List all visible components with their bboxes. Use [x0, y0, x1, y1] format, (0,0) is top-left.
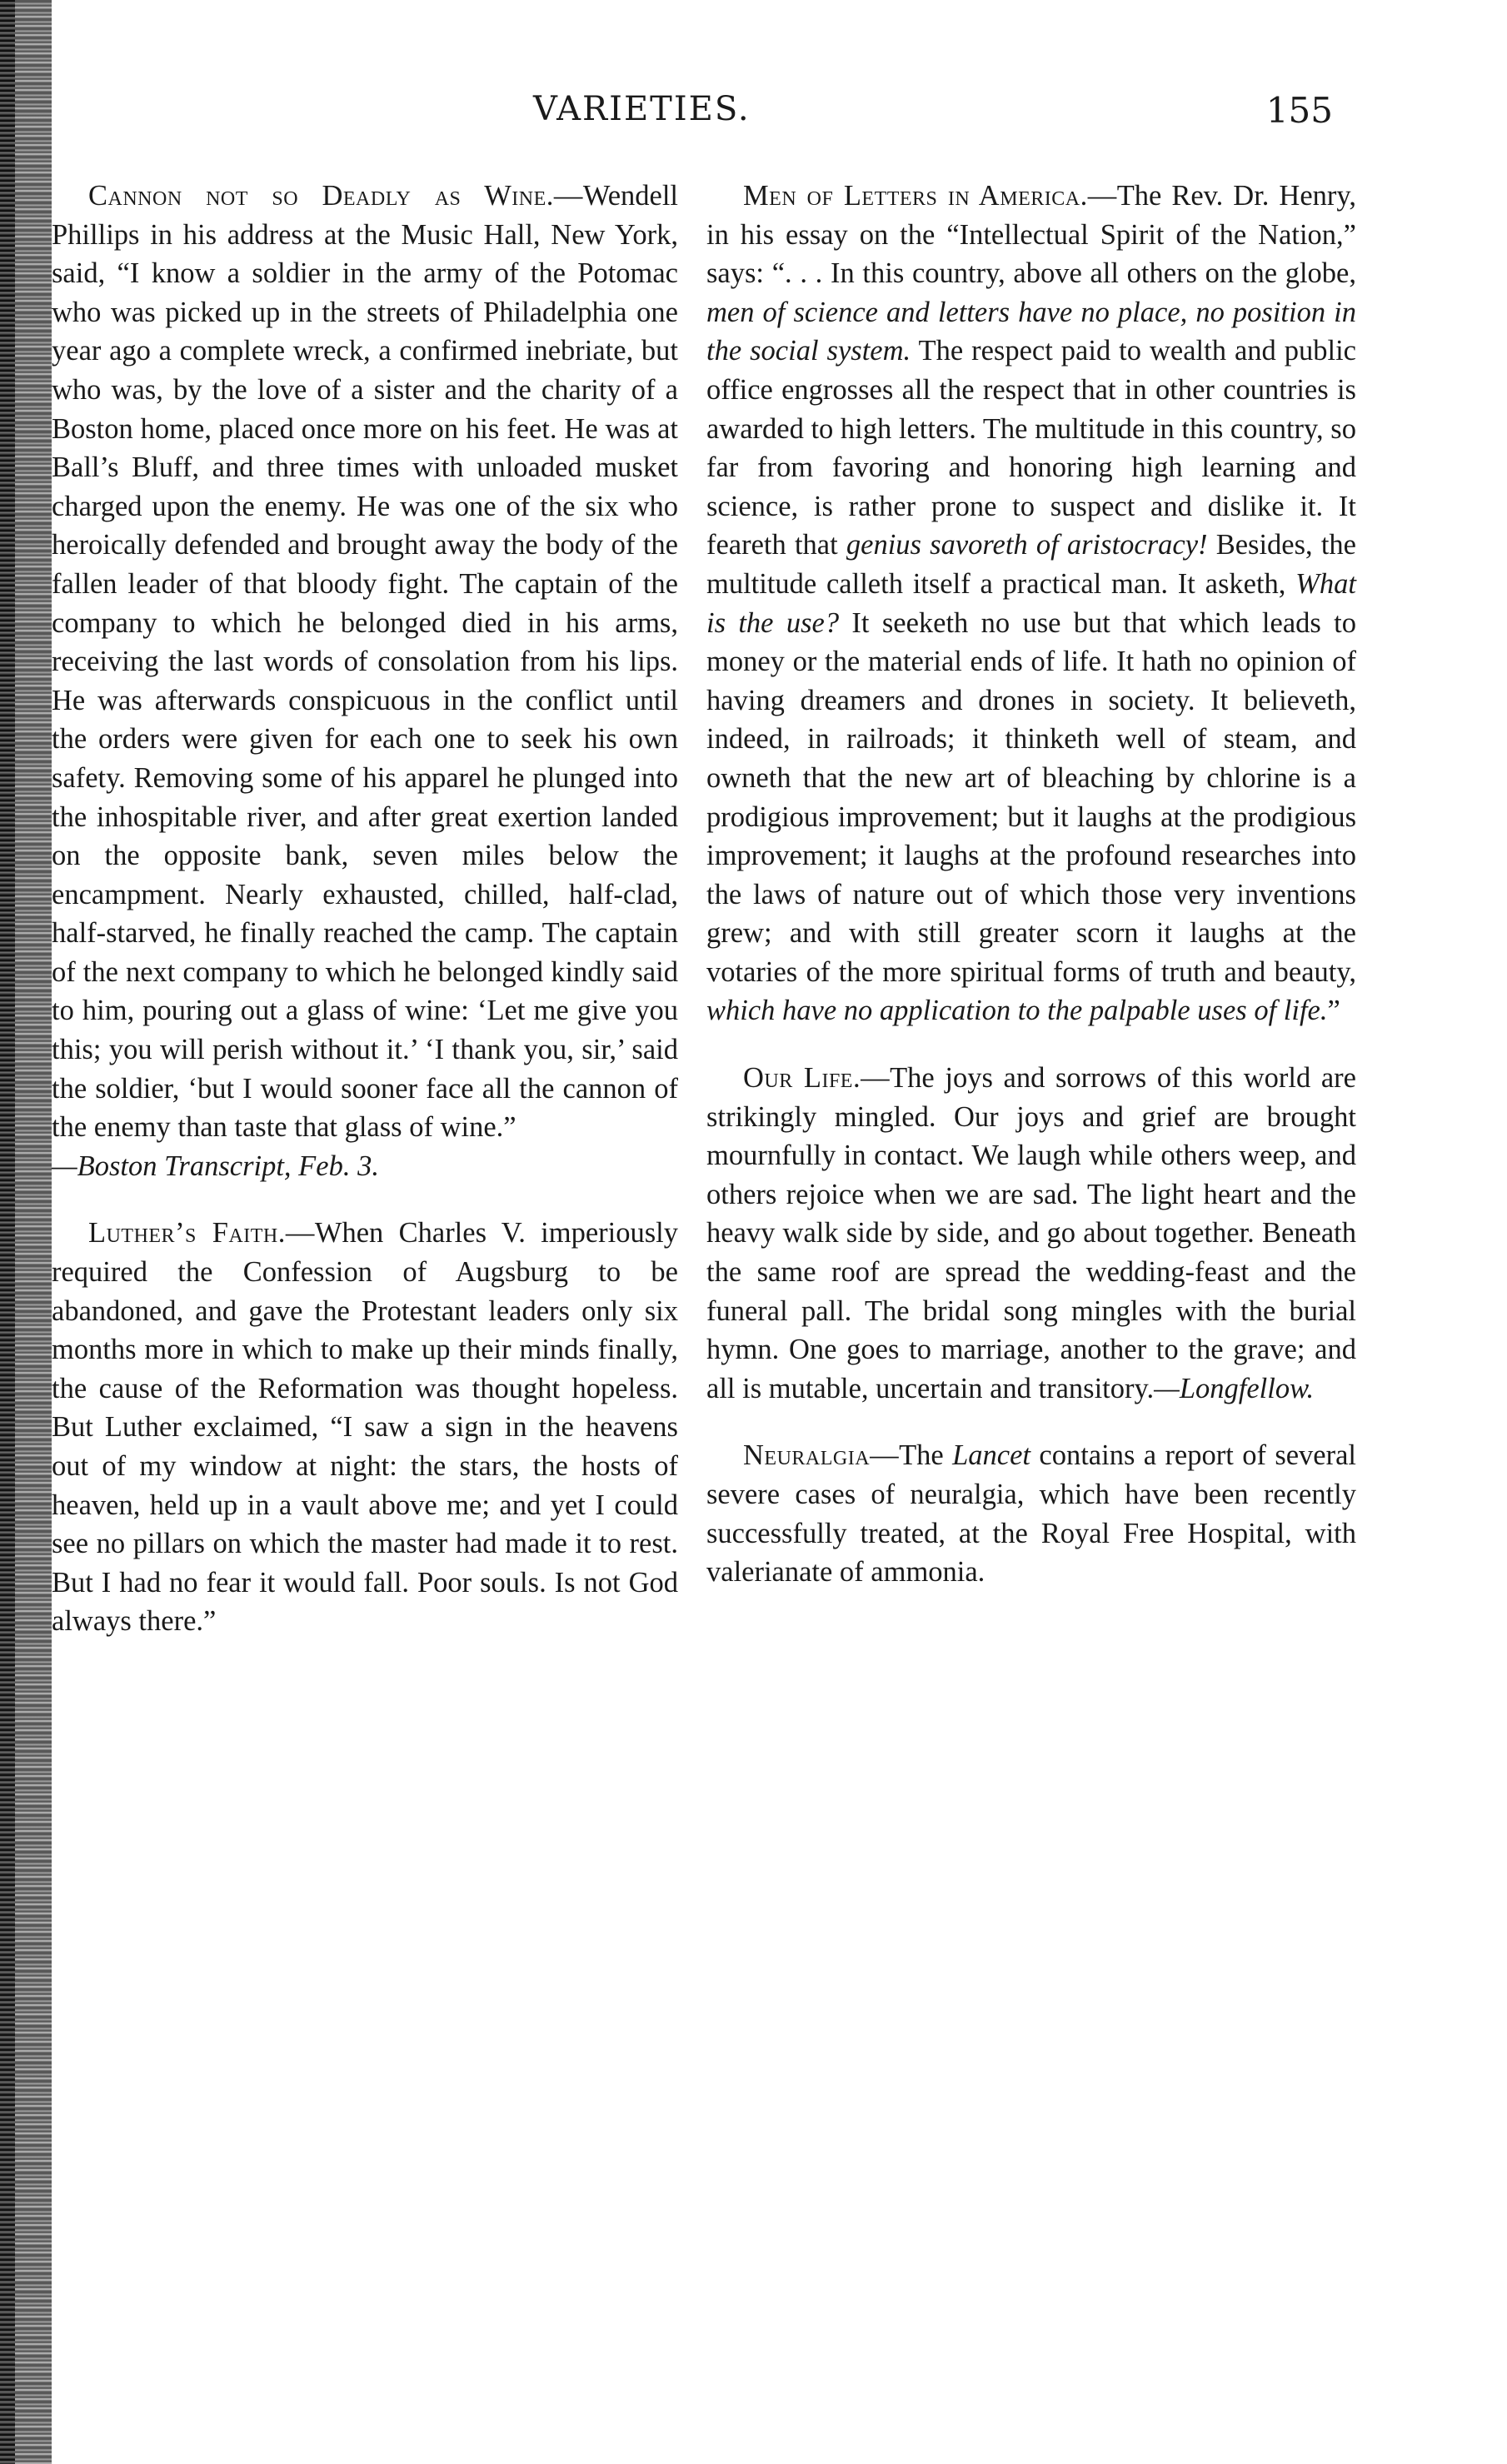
article-body: The joys and sorrows of this world are strikingly mingled. Our joys and grief are brought mournfully in contact. We laugh while others weep, and others rejoice when we are sad. The light heart and the heavy walk side by side, and go about together. Beneath the same roof are spread the wedding-feast and the funeral pall. The bridal song mingles with the burial hymn. One goes to marriage, another to the grave; and all is mutable, uncertain and transitory.: [706, 1062, 1356, 1404]
article-heading: Our Life.—: [743, 1062, 891, 1095]
article-attribution-line: [52, 1147, 678, 1186]
right-column: [706, 177, 1356, 1620]
book-binding-shadow: [0, 0, 15, 2464]
article-body: When Charles V. imperiously required the Confession of Augsburg to be abandoned, and gave the Protestant leaders only six months more in which to make up their minds finally, the cause of the Reformation was thought hopeless. But Luther exclaimed, “I saw a sign in the heavens out of my window at night: the stars, the hosts of heaven, held up in a vault above me; and yet I could see no pillars on which the master had made it to rest. But I had no fear it would fall. Poor souls. Is not God always there.”: [52, 1217, 678, 1638]
article-body: The respect paid to wealth and public office engrosses all the respect that in other countries is awarded to high letters. The multitude in this country, so far from favoring and honoring high learning and science, is rather prone to suspect and dislike it. It feareth that: [706, 335, 1356, 561]
article-heading: Men of Letters in America.—: [743, 180, 1117, 212]
article-body: Wendell Phillips in his address at the Music Hall, New York, said, “I know a soldier in the army of the Potomac who was picked up in the streets of Philadelphia one year ago a complete wreck, a confirmed inebriate, but who was, by the love of a sister and the charity of a Boston home, placed once more on his feet. He was at Ball’s Bluff, and three times with unloaded musket charged upon the enemy. He was one of the six who heroically defended and brought away the body of the fallen leader of that bloody fight. The captain of the company to which he belonged died in his arms, receiving the last words of consolation from his lips. He was afterwards conspicuous in the conflict until the orders were given for each one to seek his own safety. Removing some of his apparel he plunged into the inhospitable river, and after great exertion landed on the opposite bank, seven miles below the encampment. Nearly exhausted, chilled, half-clad, half-starved, he finally reached the camp. The captain of the next company to which he belonged kindly said to him, pouring out a glass of wine: ‘Let me give you this; you will perish without it.’ ‘I thank you, sir,’ said the soldier, ‘but I would sooner face all the cannon of the enemy than taste that glass of wine.”: [52, 180, 678, 1144]
article-paragraph: [706, 1436, 1356, 1591]
article-our-life: [706, 1059, 1356, 1408]
article-attribution: —Longfellow.: [1154, 1372, 1315, 1404]
article-paragraph: [52, 1214, 678, 1641]
article-neuralgia: [706, 1436, 1356, 1591]
article-emphasis: genius savoreth of aristocracy!: [846, 529, 1208, 561]
article-luthers-faith: [52, 1214, 678, 1641]
article-paragraph: [706, 1059, 1356, 1408]
page-number: 155: [1265, 90, 1333, 131]
article-heading: Luther’s Faith.—: [88, 1217, 315, 1249]
article-body: It seeketh no use but that which leads to money or the material ends of life. It hath no opinion of having dreamers and drones in society. It believeth, indeed, in railroads; it thinketh well of steam, and owneth that the new art of bleaching by chlorine is a prodigious improvement; but it laughs at the prodigious improvement; it laughs at the profound researches into the laws of nature out of which those very inventions grew; and with still greater scorn it laughs at the votaries of the more spiritual forms of truth and beauty,: [706, 606, 1356, 988]
article-closing-quote: ”: [1327, 995, 1340, 1027]
article-attribution: —Boston Transcript, Feb. 3.: [52, 1150, 379, 1182]
article-body: contains a report of several severe cases of neuralgia, which have been recently successfully treated, at the Royal Free Hospital, with valerianate of ammonia.: [706, 1439, 1357, 1589]
running-title: VARIETIES.: [533, 90, 751, 128]
article-cannon-not-so-deadly: [52, 177, 678, 1185]
page-header: [533, 90, 1366, 148]
article-men-of-letters: [706, 177, 1356, 1030]
article-emphasis: Lancet: [952, 1439, 1031, 1472]
article-heading: Cannon not so Deadly as Wine.—: [88, 180, 583, 212]
article-body: Besides, the multitude calleth itself a practical man. It asketh,: [706, 529, 1356, 600]
left-column: [52, 177, 678, 1669]
article-body: The: [899, 1439, 953, 1472]
article-body: The Rev. Dr. Henry, in his essay on the “Intellectual Spirit of the Nation,” says: “. . . In this country, above all others on the globe,: [706, 180, 1357, 290]
article-paragraph: [706, 177, 1356, 1030]
article-heading: Neuralgia—: [743, 1439, 900, 1472]
article-emphasis: which have no application to the palpable uses of life.: [706, 995, 1328, 1027]
article-emphasis: men of science and letters have no place, no position in the social system.: [706, 296, 1356, 367]
article-paragraph: [52, 177, 678, 1147]
article-emphasis: What is the use?: [706, 567, 1356, 639]
